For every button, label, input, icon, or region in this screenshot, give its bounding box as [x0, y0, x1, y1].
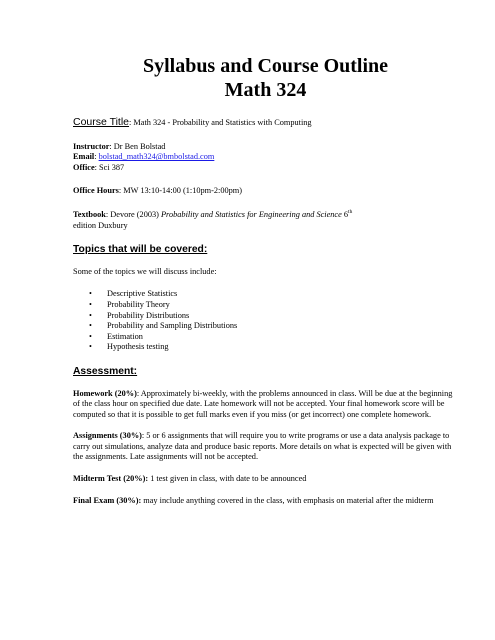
- homework-label: Homework (20%): [73, 388, 137, 398]
- textbook-prefix: : Devore (2003): [105, 209, 161, 219]
- assessment-heading: Assessment:: [73, 365, 138, 377]
- bullet-icon: •: [89, 299, 92, 309]
- office-hours-line: [73, 186, 458, 197]
- final-exam-paragraph: [73, 496, 458, 507]
- textbook-edition-sup: th: [348, 209, 353, 216]
- homework-paragraph: [73, 389, 458, 421]
- topic-label: Estimation: [107, 331, 143, 341]
- email-line: [73, 152, 458, 163]
- bullet-icon: •: [89, 321, 92, 331]
- topics-intro: Some of the topics we will discuss include:: [73, 266, 217, 276]
- list-item: [89, 332, 458, 343]
- topic-label: Probability Distributions: [107, 310, 190, 320]
- midterm-label: Midterm Test (20%):: [73, 474, 149, 484]
- list-item: [89, 300, 458, 311]
- list-item: [89, 321, 458, 332]
- midterm-text: 1 test given in class, with date to be announced: [148, 474, 307, 484]
- office-label: Office: [73, 162, 95, 172]
- office-line: [73, 163, 458, 174]
- assignments-paragraph: [73, 431, 458, 463]
- textbook-suffix: edition Duxbury: [73, 220, 128, 230]
- topic-label: Probability and Sampling Distributions: [107, 321, 238, 331]
- course-title-label: Course Title: [73, 116, 130, 128]
- topics-heading: Topics that will be covered:: [73, 244, 208, 256]
- office-hours-label: Office Hours: [73, 186, 119, 196]
- topic-label: Hypothesis testing: [107, 342, 169, 352]
- list-item: [89, 311, 458, 322]
- final-exam-text: may include anything covered in the class, with emphasis on material after the midterm: [141, 495, 434, 505]
- instructor-info: [73, 142, 458, 174]
- instructor-line: [73, 142, 458, 153]
- instructor-label: Instructor: [73, 141, 110, 151]
- topic-label: Probability Theory: [107, 299, 170, 309]
- assignments-label: Assignments (30%): [73, 431, 142, 441]
- page-title: [73, 54, 458, 102]
- office-hours-value: : MW 13:10-14:00 (1:10pm-2:00pm): [118, 186, 242, 196]
- textbook-label: Textbook: [73, 209, 106, 219]
- syllabus-page: [73, 50, 458, 506]
- email-separator: :: [94, 152, 99, 162]
- list-item: [89, 342, 458, 353]
- midterm-paragraph: [73, 474, 458, 485]
- instructor-value: : Dr Ben Bolstad: [109, 141, 166, 151]
- topic-label: Descriptive Statistics: [107, 289, 178, 299]
- course-title-value: : Math 324 - Probability and Statistics with Computing: [129, 118, 312, 127]
- course-title-line: [73, 117, 458, 129]
- bullet-icon: •: [89, 289, 92, 299]
- homework-text: : Approximately bi-weekly, with the problems announced in class. Will be due at the beginning of the class hour on specified due date. Late homework will not be accepted. Your final homework score will be computed so that it is possible to get full marks even if you miss (or get incorrect) one complete homework.: [73, 388, 453, 419]
- textbook-edition-number: 6: [341, 209, 349, 219]
- bullet-icon: •: [89, 342, 92, 352]
- textbook-title: Probability and Statistics for Engineering and Science: [160, 209, 342, 219]
- list-item: [89, 289, 458, 300]
- email-link[interactable]: bolstad_math324@bmbolstad.com: [98, 152, 215, 162]
- textbook-line: [73, 210, 458, 231]
- assignments-text: : 5 or 6 assignments that will require you to write programs or use a data analysis package to carry out simulations, analyze data and produce basic reports. More details on what is expected will be given with the assignments. Late assignments will not be accepted.: [73, 431, 452, 462]
- email-label: Email: [73, 152, 95, 162]
- topics-list: [73, 289, 458, 353]
- title-line-1: Syllabus and Course Outline: [142, 55, 389, 77]
- title-line-2: Math 324: [224, 79, 307, 101]
- office-value: : Sci 387: [94, 162, 125, 172]
- final-exam-label: Final Exam (30%):: [73, 495, 142, 505]
- bullet-icon: •: [89, 310, 92, 320]
- bullet-icon: •: [89, 331, 92, 341]
